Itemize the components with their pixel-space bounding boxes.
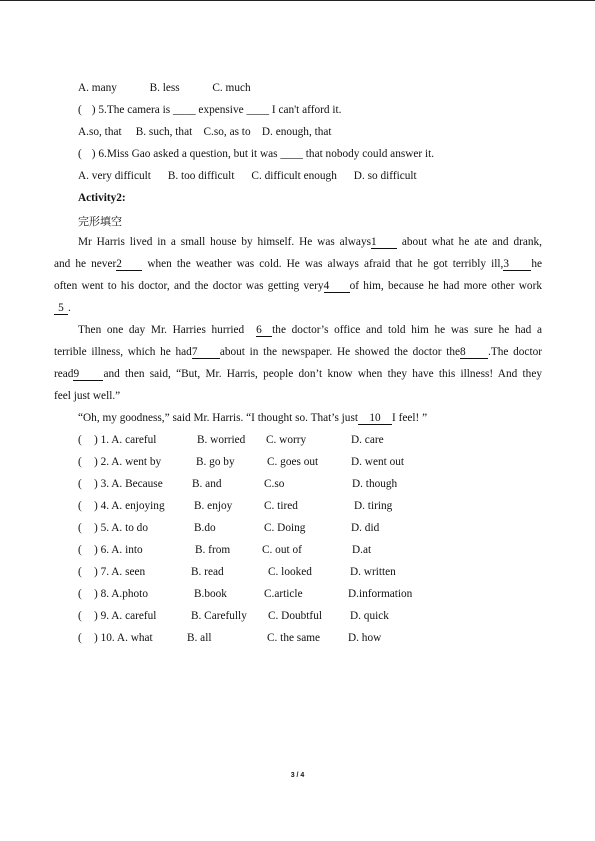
question-option: C. Doubtful — [268, 610, 322, 622]
blank-10: 10 — [358, 412, 392, 425]
blank-7: 7 — [192, 346, 220, 359]
passage-line — [54, 302, 71, 315]
passage-text: ( — [78, 104, 82, 116]
passage-text: Mr Harris lived in a small house by himself. He was always — [78, 236, 371, 248]
question-option: C.so — [264, 478, 285, 490]
passage-text: ) — [91, 148, 96, 160]
section-title: 完形填空 — [78, 215, 122, 228]
question-option: ( — [78, 544, 82, 556]
question-option: D. went out — [351, 456, 405, 468]
passage-text: and he never — [54, 258, 117, 270]
question-6 — [78, 148, 434, 160]
question-option: ( — [78, 610, 82, 622]
passage-text: ____ — [246, 104, 270, 116]
question-option: ( — [78, 588, 82, 600]
question-option: ) 2. A. went by — [94, 456, 162, 468]
passage-text: often went to his doctor, and the doctor was getting very — [54, 280, 324, 292]
question-5 — [78, 104, 341, 116]
passage-text: read — [54, 368, 74, 380]
question-option: D.at — [352, 544, 372, 556]
passage-line — [54, 280, 542, 293]
question-option: C. worry — [266, 434, 307, 446]
question-option: B. and — [192, 478, 222, 490]
question-option: C. the same — [267, 632, 321, 644]
passage-text: Then one day Mr. Harries hurried — [78, 324, 245, 336]
passage-line — [78, 236, 542, 249]
passage-text: terrible illness, which he had — [54, 346, 192, 358]
question-5-options: A.so, that B. such, that C.so, as to D. enough, that — [78, 126, 332, 138]
question-option: B. all — [187, 632, 212, 644]
question-option: D. written — [350, 566, 396, 578]
passage-line — [54, 346, 542, 359]
question-option: B. Carefully — [191, 610, 247, 622]
question-option: C. out of — [262, 544, 302, 556]
passage-text: I feel! ” — [392, 412, 428, 424]
question-option: ( — [78, 456, 82, 468]
question-option: C. goes out — [267, 456, 319, 468]
question-option: D. tiring — [354, 500, 393, 512]
question-option: ( — [78, 522, 82, 534]
question-option: C. looked — [268, 566, 312, 578]
passage-text: ____ — [280, 148, 303, 160]
question-option: B.book — [194, 588, 227, 600]
question-option: ) 1. A. careful — [94, 434, 157, 446]
option-c: C. much — [212, 82, 251, 94]
question-6-options: A. very difficult B. too difficult C. difficult enough D. so difficult — [78, 170, 417, 182]
question-option: B. from — [195, 544, 231, 556]
blank-9: 9 — [73, 368, 103, 381]
passage-text: about what he ate and drank, — [401, 236, 542, 248]
blank-2: 2 — [116, 258, 142, 271]
question-option: ) 7. A. seen — [94, 566, 146, 578]
passage-text: expensive — [195, 104, 247, 116]
passage-text: about in the newspaper. He showed the doctor the — [219, 346, 461, 358]
question-option: ( — [78, 478, 82, 490]
passage-text: ( — [78, 148, 82, 160]
question-option: D. care — [351, 434, 384, 446]
passage-line: feel just well.” — [54, 390, 121, 402]
passage-line — [78, 412, 427, 425]
question-option: ( — [78, 566, 82, 578]
header-rule — [0, 0, 595, 1]
prev-question-options — [78, 82, 251, 94]
question-option: ) 3. A. Because — [94, 478, 163, 490]
passage-text: ____ — [173, 104, 196, 116]
question-option: ) 5. A. to do — [94, 522, 148, 534]
question-option: D. did — [351, 522, 380, 534]
page-number: 3 / 4 — [290, 772, 305, 779]
question-option: B. read — [191, 566, 224, 578]
question-option: D. though — [352, 478, 398, 490]
question-option: ) 9. A. careful — [94, 610, 157, 622]
question-option: ( — [78, 632, 82, 644]
question-option: D. how — [348, 632, 382, 644]
passage-text: I can't afford it. — [269, 104, 342, 116]
passage-text: and then said, “But, Mr. Harris, people don’t know when they have this illness! And they — [103, 368, 542, 380]
blank-8: 8 — [460, 346, 488, 359]
question-option: B. worried — [197, 434, 246, 446]
blank-5: 5 — [54, 302, 68, 315]
question-option: B. enjoy — [194, 500, 233, 512]
question-option: ( — [78, 500, 82, 512]
passage-text: 5.The camera is — [98, 104, 174, 116]
option-b: B. less — [149, 82, 180, 94]
question-option: ) 4. A. enjoying — [94, 500, 165, 512]
blank-4: 4 — [324, 280, 350, 293]
passage-text: “Oh, my goodness,” said Mr. Harris. “I thought so. That’s just — [78, 412, 358, 424]
passage-text: when the weather was cold. He was always afraid that he got terribly ill, — [147, 258, 504, 270]
question-option: ( — [78, 434, 82, 446]
question-option: ) 8. A.photo — [94, 588, 148, 600]
question-option: ) 6. A. into — [94, 544, 143, 556]
passage-line — [78, 324, 542, 337]
question-option: C. tired — [264, 500, 298, 512]
option-a: A. many — [78, 82, 117, 94]
question-option: B.do — [194, 522, 216, 534]
question-option: C.article — [264, 588, 303, 600]
passage-text: 6.Miss Gao asked a question, but it was — [98, 148, 281, 160]
blank-6: 6 — [256, 324, 272, 337]
passage-text: that nobody could answer it. — [302, 148, 435, 160]
passage-text: .The doctor — [488, 346, 542, 358]
activity-title: Activity2: — [78, 192, 126, 204]
blank-3: 3 — [503, 258, 531, 271]
question-option: D. quick — [350, 610, 389, 622]
question-option: D.information — [348, 588, 413, 600]
passage-line — [54, 258, 542, 271]
passage-line — [54, 368, 542, 381]
question-option: C. Doing — [264, 522, 306, 534]
passage-text: . — [68, 302, 71, 314]
passage-text: ) — [91, 104, 96, 116]
question-option: ) 10. A. what — [94, 632, 153, 644]
passage-text: the doctor’s office and told him he was sure he had a — [272, 324, 542, 336]
passage-text: he — [531, 258, 542, 270]
question-option: B. go by — [196, 456, 235, 468]
passage-text: of him, because he had more other work — [349, 280, 542, 292]
blank-1: 1 — [371, 236, 397, 249]
